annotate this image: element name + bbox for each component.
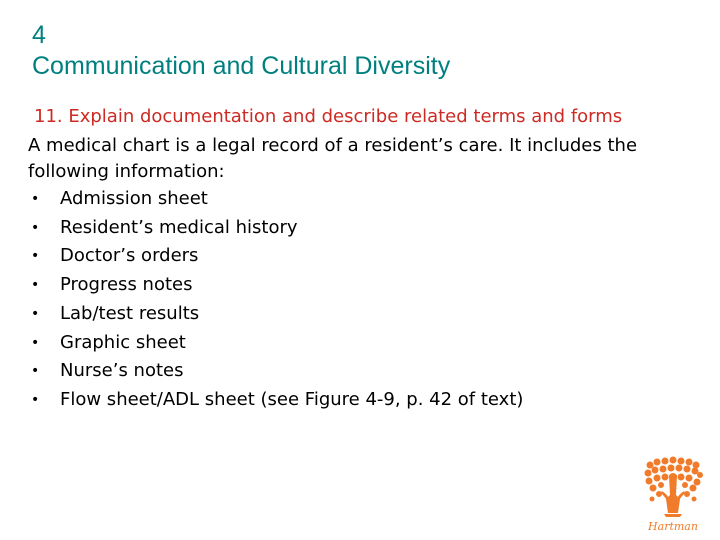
bullet-item: [28, 214, 700, 243]
logo-text: Hartman: [648, 520, 698, 533]
bullet-text: Lab/test results: [60, 302, 200, 324]
intro-paragraph: A medical chart is a legal record of a resident’s care. It includes the following information:: [28, 135, 638, 182]
bullet-icon: •: [31, 334, 40, 351]
chapter-number: 4: [32, 21, 46, 49]
chapter-title: Communication and Cultural Diversity: [32, 52, 451, 80]
hartman-logo: [640, 455, 706, 535]
slide-title: [32, 20, 450, 82]
bullet-icon: •: [31, 219, 40, 236]
bullet-text: Progress notes: [60, 274, 193, 296]
bullet-item: [28, 185, 700, 214]
bullet-icon: •: [31, 248, 40, 265]
bullet-text: Nurse’s notes: [60, 360, 184, 382]
bullet-text: Flow sheet/ADL sheet (see Figure 4-9, p. 42 of text): [60, 388, 524, 410]
bullet-item: [28, 357, 700, 386]
bullet-text: Resident’s medical history: [60, 216, 298, 238]
bullet-text: Admission sheet: [60, 188, 208, 209]
bullet-item: [28, 329, 700, 358]
bullet-text: Graphic sheet: [60, 331, 186, 353]
bullet-text: Doctor’s orders: [60, 245, 199, 267]
bullet-icon: •: [31, 305, 40, 322]
bullet-icon: •: [31, 391, 40, 408]
learning-objective: 11. Explain documentation and describe related terms and forms: [34, 106, 623, 127]
bullet-item: [28, 271, 700, 300]
bullet-item: [28, 300, 700, 329]
bullet-item: [28, 386, 700, 415]
bullet-icon: •: [31, 191, 40, 207]
bullet-item: [28, 242, 700, 271]
bullet-list: [28, 185, 700, 415]
bullet-icon: •: [31, 363, 40, 380]
slide-content: [28, 104, 700, 415]
bullet-icon: •: [31, 277, 40, 294]
